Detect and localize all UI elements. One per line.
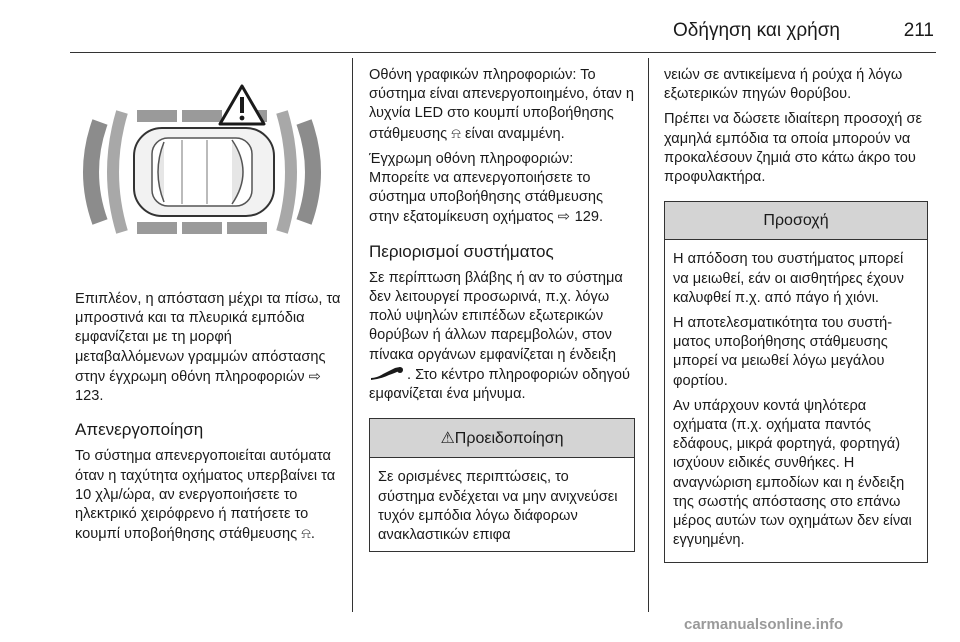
front-distance-arc (304, 122, 313, 222)
heading-system-limits: Περιορισμοί συστήματος (369, 241, 554, 261)
side-distance-bar (182, 110, 222, 122)
paragraph: Το σύστημα απενεργοποιείται αυτόματα όταν η ταχύτητα οχήματος υπερβαίνει τα 10 χλμ/ώρα, αν ενεργοποιήσετε το ηλεκτρικό χειρόφρενο ή πατήσετε το κουμπί υποβοήθησης στάθμευσης ⍾. (75, 448, 336, 543)
side-distance-bar (137, 110, 177, 122)
column-divider (648, 58, 649, 612)
parking-assist-button-icon: ⍾ (451, 124, 461, 142)
column-left (75, 290, 345, 550)
header-rule (70, 52, 936, 53)
paragraph: Οθόνη γραφικών πληροφοριών: Το σύστημα είναι απενεργοποιημένο, όταν η λυχνία LED στο κουμπί υποβοήθησης στάθμευσης ⍾ είναι αναμμένη. (369, 67, 635, 142)
paragraph: Η αποτελεσματικότητα του συστήματος υποβοήθησης στάθμευσης μπορεί να μειωθεί λόγω μεγάλου φορτίου. (673, 315, 893, 389)
parking-sensor-fault-icon (369, 365, 407, 381)
paragraph: Επιπλέον, η απόσταση μέχρι τα πίσω, τα μπροστινά και τα πλευρικά εμπόδια εμφανίζεται με τη μορφή μεταβαλλόμενων γραμμών απόστασης στην έγχρωμη οθόνη πληροφοριών ⇨ 123. (75, 291, 341, 405)
warning-body: Σε ορισμένες περιπτώσεις, το σύστημα ενδέχεται να μην ανιχνεύσει τυχόν εμπόδια λόγω διάφορων ανακλαστικών επιφα (378, 469, 618, 544)
paragraph: νειών σε αντικείμενα ή ρούχα ή λόγω εξωτερικών πηγών θορύβου. (664, 67, 903, 103)
side-distance-bar (182, 222, 222, 234)
column-right (664, 66, 928, 563)
side-distance-bar (137, 222, 177, 234)
watermark: carmanualsonline.info (684, 616, 844, 633)
caution-header: Προσοχή (665, 202, 927, 240)
warning-header: ⚠Προειδοποίηση (370, 419, 634, 458)
page-header (0, 0, 960, 52)
caution-body (665, 240, 927, 562)
side-distance-bar (227, 222, 267, 234)
parking-assist-button-icon: ⍾ (301, 525, 311, 543)
warning-triangle-icon: ⚠ (440, 428, 455, 448)
page-number: 211 (903, 20, 934, 41)
section-title: Οδήγηση και χρήση (673, 20, 840, 41)
page-reference-arrow-icon: ⇨ (557, 208, 575, 226)
caution-box (664, 201, 928, 563)
paragraph: Πρέπει να δώσετε ιδιαίτερη προσοχή σε χαμηλά εμπόδια τα οποία μπορούν να προκαλέσουν ζημιά στο κάτω άκρο του προφυλακτήρα. (664, 111, 922, 186)
parking-sensor-illustration (82, 82, 322, 262)
heading-deactivation: Απενεργοποίηση (75, 420, 204, 440)
warning-box (369, 418, 635, 552)
paragraph: Έγχρωμη οθόνη πληροφοριών: Μπορείτε να απενεργοποιήσετε το σύστημα υποβοήθησης στάθμευσης στην εξατομίκευση οχήματος ⇨ 129. (369, 150, 604, 226)
paragraph: Αν υπάρχουν κοντά ψηλότερα οχήματα (π.χ. οχήματα παντός εδάφους, μικρά φορτηγά, φορτηγά) ισχύουν ειδικές συνθήκες. Η αναγνώριση εμποδίων και η ένδειξη της σωστής απόστασης στο επάνω μέρος αυτών των οχημάτων δεν είναι εγγυημένη. (673, 397, 912, 549)
page-reference-arrow-icon: ⇨ (308, 367, 321, 385)
paragraph: Η απόδοση του συστήματος μπορεί να μειωθεί, εάν οι αισθητήρες έχουν καλυφθεί π.χ. από πάγο ή χιόνι. (673, 251, 904, 306)
paragraph: Σε περίπτωση βλάβης ή αν το σύστημα δεν λειτουργεί προσωρινά, π.χ. λόγω πολύ υψηλών επιπέδων εξωτερικών θορύβων ή άλλων παρεμβολών, στον πίνακα οργάνων εμφανίζεται η ένδειξη . Στο κέντρο πληροφοριών οδηγού εμφανίζεται ένα μήνυμα. (369, 269, 631, 403)
car-top-view (134, 128, 274, 216)
rear-distance-arc (91, 122, 100, 222)
column-middle (369, 66, 635, 552)
column-divider (352, 58, 353, 612)
